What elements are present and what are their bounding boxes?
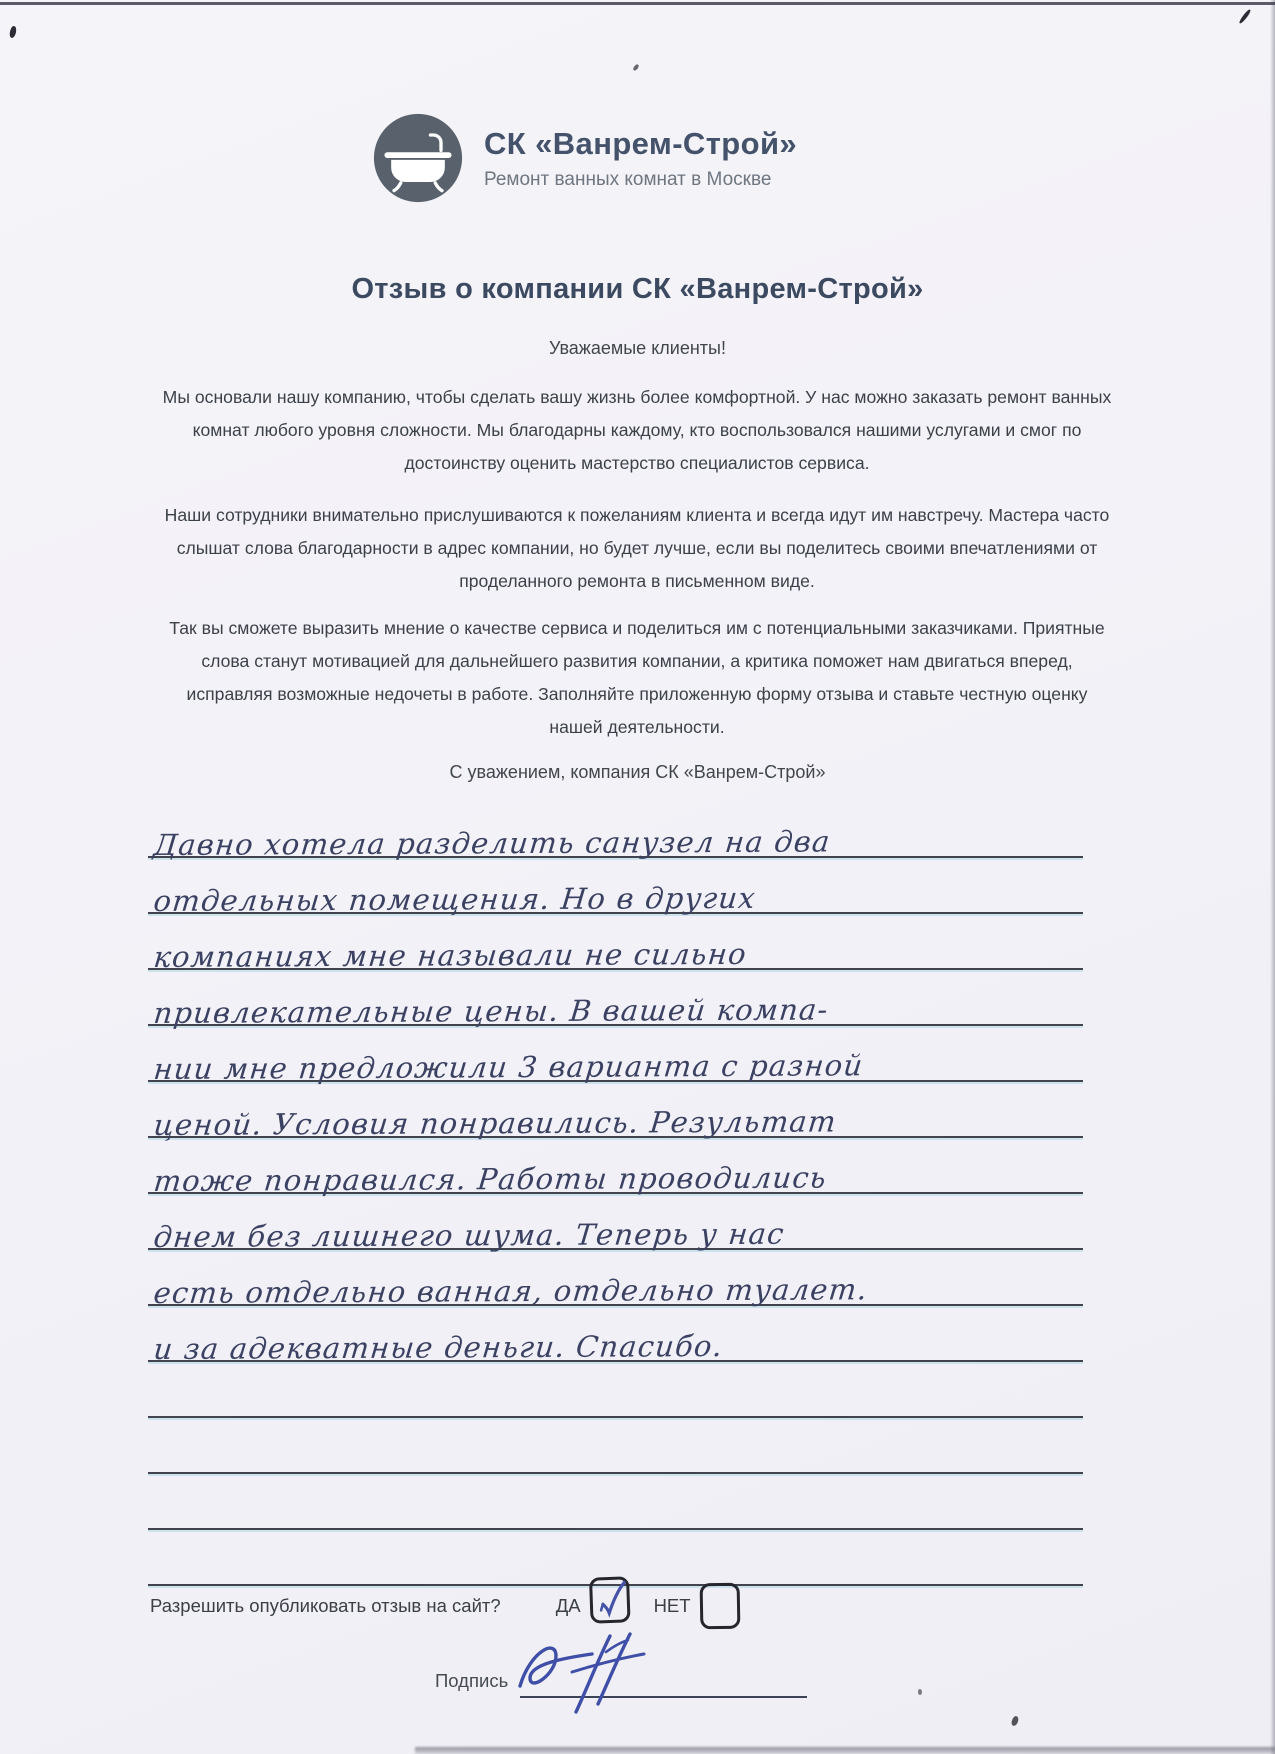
scan-speck (632, 64, 640, 72)
signature-label: Подпись (435, 1670, 509, 1691)
intro-paragraph: Так вы сможете выразить мнение о качестве сервиса и поделиться им с потенциальными заказчиками. Приятные слова станут мотивацией для дальнейшего развития компании, а критика поможет нам двигаться вперед, исправляя возможные недочеты в работе. Заполняйте приложенную форму отзыва и ставьте честную оценку нашей деятельности. (169, 618, 1105, 737)
handwriting: ценой. Условия понравились. Результат (152, 1104, 839, 1142)
logo-text (484, 126, 797, 191)
bathtub-icon (372, 112, 464, 204)
scan-edge-line (0, 2, 1275, 5)
review-line[interactable] (148, 914, 1083, 974)
publish-question-row (150, 1580, 740, 1632)
review-line[interactable] (148, 1194, 1083, 1254)
review-line-empty[interactable] (148, 1418, 1083, 1474)
review-line[interactable] (148, 858, 1083, 918)
handwriting: тоже понравился. Работы проводились (152, 1160, 829, 1198)
review-line[interactable] (148, 1138, 1083, 1198)
publish-question-label: Разрешить опубликовать отзыв на сайт? (150, 1595, 501, 1616)
check-mark-icon (590, 1575, 636, 1629)
review-line[interactable] (148, 1250, 1083, 1310)
review-line[interactable] (148, 802, 1083, 862)
review-line[interactable] (148, 970, 1083, 1030)
yes-checkbox[interactable] (589, 1576, 631, 1623)
company-logo (372, 112, 797, 204)
signature-row (435, 1662, 807, 1698)
company-name: СК «Ванрем-Строй» (484, 125, 798, 161)
no-checkbox[interactable] (699, 1583, 740, 1630)
handwritten-review (148, 802, 1083, 1586)
handwriting: отдельных помещения. Но в других (152, 880, 758, 918)
signature-scribble (506, 1630, 696, 1720)
no-label: НЕТ (653, 1595, 691, 1616)
intro-paragraph: Наши сотрудники внимательно прислушиваются к пожеланиям клиента и всегда идут им навстречу. Мастера часто слышат слова благодарности в адрес компании, но будет лучше, если вы поделитесь своими впечатлениями от проделанного ремонта в письменном виде. (164, 505, 1110, 591)
scan-smudge (415, 1747, 1275, 1754)
scan-edge-shadow (1270, 0, 1275, 1754)
handwriting: привлекательные цены. В вашей компа- (152, 992, 831, 1030)
review-line-empty[interactable] (148, 1474, 1083, 1530)
handwriting: Давно хотела разделить санузел на два (152, 824, 833, 862)
handwriting: нии мне предложили 3 варианта с разной (152, 1048, 866, 1086)
review-line[interactable] (148, 1306, 1083, 1366)
scan-speck (1238, 9, 1252, 25)
scan-speck (9, 25, 18, 38)
yes-label: ДА (555, 1595, 581, 1616)
intro-paragraph: Мы основали нашу компанию, чтобы сделать вашу жизнь более комфортной. У нас можно заказать ремонт ванных комнат любого уровня сложности. Мы благодарны каждому, кто воспользовался нашими услугами и смог по достоинству оценить мастерство специалистов сервиса. (162, 387, 1112, 473)
signature-line[interactable] (520, 1662, 807, 1698)
review-line[interactable] (148, 1082, 1083, 1142)
salutation: Уважаемые клиенты! (549, 338, 726, 358)
handwriting: компаниях мне называли не сильно (152, 936, 749, 974)
form-title: Отзыв о компании СК «Ванрем-Строй» (351, 273, 924, 305)
review-line-empty[interactable] (148, 1362, 1083, 1418)
signoff: С уважением, компания СК «Ванрем-Строй» (449, 762, 826, 782)
scan-speck (918, 1689, 922, 1695)
handwriting: днем без лишнего шума. Теперь у нас (152, 1216, 787, 1254)
scan-speck (1010, 1715, 1019, 1727)
handwriting: и за адекватные деньги. Спасибо. (152, 1329, 725, 1366)
handwriting: есть отдельно ванная, отдельно туалет. (152, 1272, 870, 1310)
review-line[interactable] (148, 1026, 1083, 1086)
company-tagline: Ремонт ванных комнат в Москве (484, 168, 772, 190)
